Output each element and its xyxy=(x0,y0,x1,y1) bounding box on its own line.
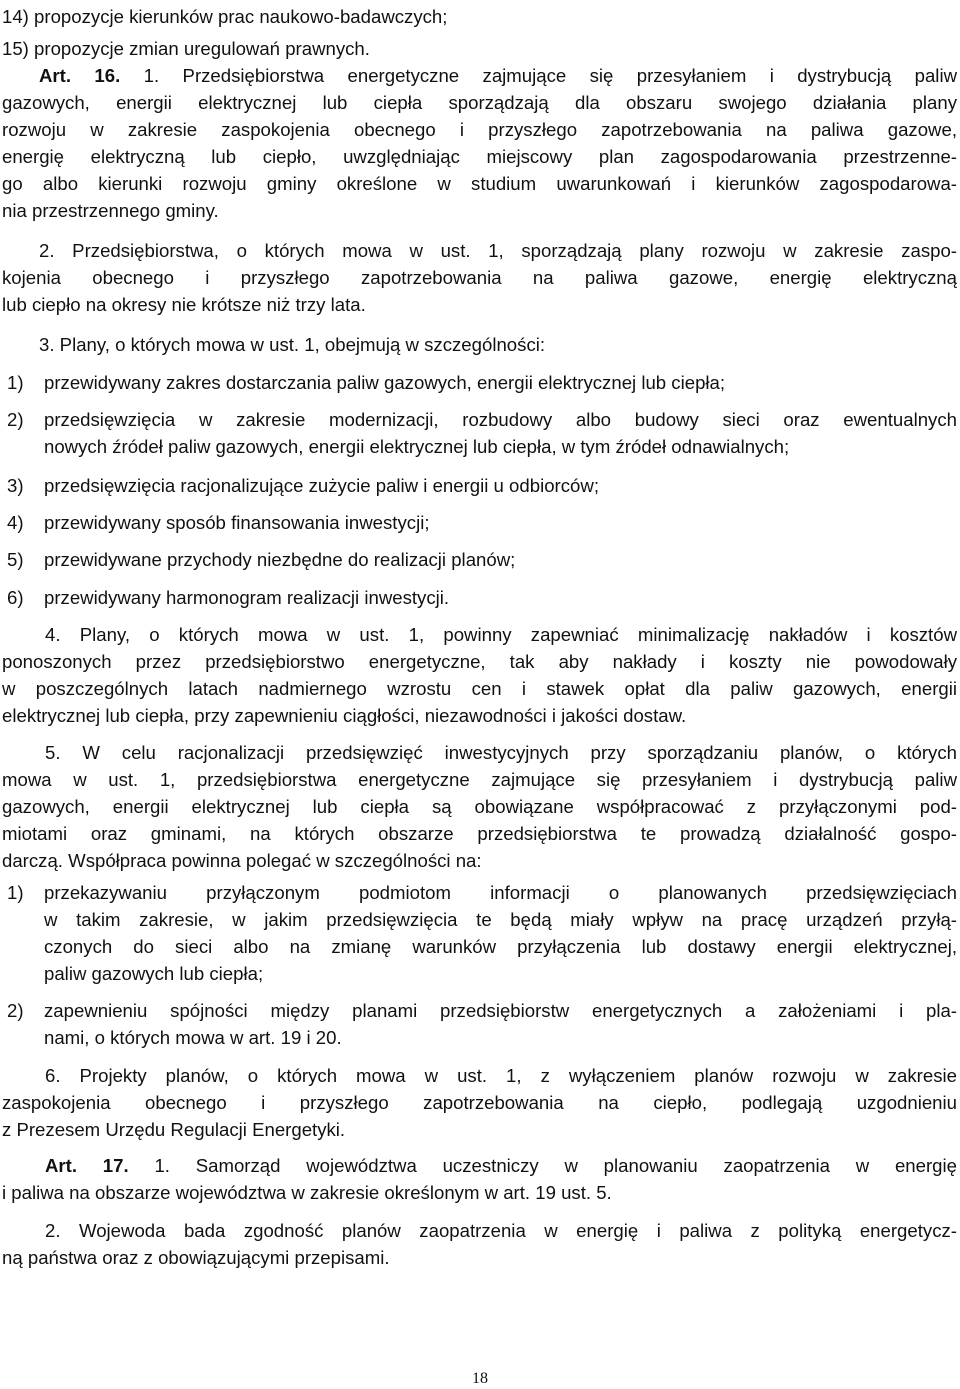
art17-p2-line2: ną państwa oraz z obowiązującymi przepisami. xyxy=(2,1247,390,1268)
art16-p5-line4: miotami oraz gminami, na których obszarze przedsiębiorstwa te prowadzą działalność gospo- xyxy=(2,823,957,844)
p3-item-4: 4) przewidywany sposób finansowania inwestycji; xyxy=(7,512,430,533)
art16-p5-line2: mowa w ust. 1, przedsiębiorstwa energetyczne zajmujące się przesyłaniem i dystrybucją paliw xyxy=(2,769,957,790)
art16-p2-line2: kojenia obecnego i przyszłego zapotrzebowania na paliwa gazowe, energię elektryczną xyxy=(2,267,957,288)
art16-p6-line2: zaspokojenia obecnego i przyszłego zapotrzebowania na ciepło, podlegają uzgodnieniu xyxy=(2,1092,957,1113)
article-label: Art. 17. xyxy=(45,1155,129,1176)
art16-p4-line1: 4. Plany, o których mowa w ust. 1, powinny zapewniać minimalizację nakładów i kosztów xyxy=(45,624,957,645)
list-item-14: 14) propozycje kierunków prac naukowo-badawczych; xyxy=(2,6,448,27)
p5-item-1-line3: czonych do sieci albo na zmianę warunków przyłączenia lub dostawy energii elektrycznej, xyxy=(44,936,957,957)
p5-item-2: 2) zapewnieniu spójności między planami przedsiębiorstw energetycznych a założeniami i pla- xyxy=(7,1000,957,1021)
art16-p5-line1: 5. W celu racjonalizacji przedsięwzięć inwestycyjnych przy sporządzaniu planów, o których xyxy=(45,742,957,763)
art16-p4-line4: elektrycznej lub ciepła, przy zapewnieniu ciągłości, niezawodności i jakości dostaw. xyxy=(2,705,687,726)
p3-item-2-line2: nowych źródeł paliw gazowych, energii elektrycznej lub ciepła, w tym źródeł odnawialnych; xyxy=(44,436,790,457)
art16-p6-line1: 6. Projekty planów, o których mowa w ust. 1, z wyłączeniem planów rozwoju w zakresie xyxy=(45,1065,957,1086)
p5-item-2-line2: nami, o których mowa w art. 19 i 20. xyxy=(44,1027,342,1048)
p3-item-6: 6) przewidywany harmonogram realizacji inwestycji. xyxy=(7,587,450,608)
p3-item-3: 3) przedsięwzięcia racjonalizujące zużycie paliw i energii u odbiorców; xyxy=(7,475,599,496)
p3-item-5: 5) przewidywane przychody niezbędne do realizacji planów; xyxy=(7,549,516,570)
art16-p4-line3: w poszczególnych latach nadmiernego wzrostu cen i stawek opłat dla paliw gazowych, energii xyxy=(2,678,957,699)
art16-p1-line2: gazowych, energii elektrycznej lub ciepła sporządzają dla obszaru swojego działania plany xyxy=(2,92,957,113)
art16-p1-line5: go albo kierunki rozwoju gminy określone w studium uwarunkowań i kierunków zagospodarowa- xyxy=(2,173,957,194)
art16-p1-line6: nia przestrzennego gminy. xyxy=(2,200,219,221)
p3-item-2: 2) przedsięwzięcia w zakresie modernizacji, rozbudowy albo budowy sieci oraz ewentualnych xyxy=(7,409,957,430)
art16-p3-intro: 3. Plany, o których mowa w ust. 1, obejmują w szczególności: xyxy=(39,334,546,355)
list-item-15: 15) propozycje zmian uregulowań prawnych. xyxy=(2,38,370,59)
art16-p2-line1: 2. Przedsiębiorstwa, o których mowa w ust. 1, sporządzają plany rozwoju w zakresie zaspo- xyxy=(39,240,957,261)
art16-p5-line3: gazowych, energii elektrycznej lub ciepła są obowiązane współpracować z przyłączonymi pod- xyxy=(2,796,957,817)
page-number: 18 xyxy=(472,1370,488,1387)
art16-p2-line3: lub ciepło na okresy nie krótsze niż trzy lata. xyxy=(2,294,366,315)
art16-p1-line3: rozwoju w zakresie zaspokojenia obecnego i przyszłego zapotrzebowania na paliwa gazowe, xyxy=(2,119,957,140)
art17-p2-line1: 2. Wojewoda bada zgodność planów zaopatrzenia w energię i paliwa z polityką energetycz- xyxy=(45,1220,957,1241)
art16-p5-line5: darczą. Współpraca powinna polegać w szczególności na: xyxy=(2,850,482,871)
article-label: Art. 16. xyxy=(39,65,121,86)
p5-item-1: 1) przekazywaniu przyłączonym podmiotom informacji o planowanych przedsięwzięciach xyxy=(7,882,957,903)
art16-p1-line1: Art. 16. 1. Przedsiębiorstwa energetyczne zajmujące się przesyłaniem i dystrybucją paliw xyxy=(39,65,957,86)
p5-item-1-line2: w takim zakresie, w jakim przedsięwzięcia te będą miały wpływ na pracę urządzeń przyłą- xyxy=(44,909,957,930)
art16-p1-line4: energię elektryczną lub ciepło, uwzględniając miejscowy plan zagospodarowania przestrzenne- xyxy=(2,146,957,167)
art16-p4-line2: ponoszonych przez przedsiębiorstwo energetyczne, tak aby nakłady i koszty nie powodowały xyxy=(2,651,957,672)
art17-p1-line2: i paliwa na obszarze województwa w zakresie określonym w art. 19 ust. 5. xyxy=(2,1182,612,1203)
p3-item-1: 1) przewidywany zakres dostarczania paliw gazowych, energii elektrycznej lub ciepła; xyxy=(7,372,726,393)
p5-item-1-line4: paliw gazowych lub ciepła; xyxy=(44,963,264,984)
art16-p6-line3: z Prezesem Urzędu Regulacji Energetyki. xyxy=(2,1119,346,1140)
art17-p1-line1: Art. 17. 1. Samorząd województwa uczestniczy w planowaniu zaopatrzenia w energię xyxy=(45,1155,957,1176)
